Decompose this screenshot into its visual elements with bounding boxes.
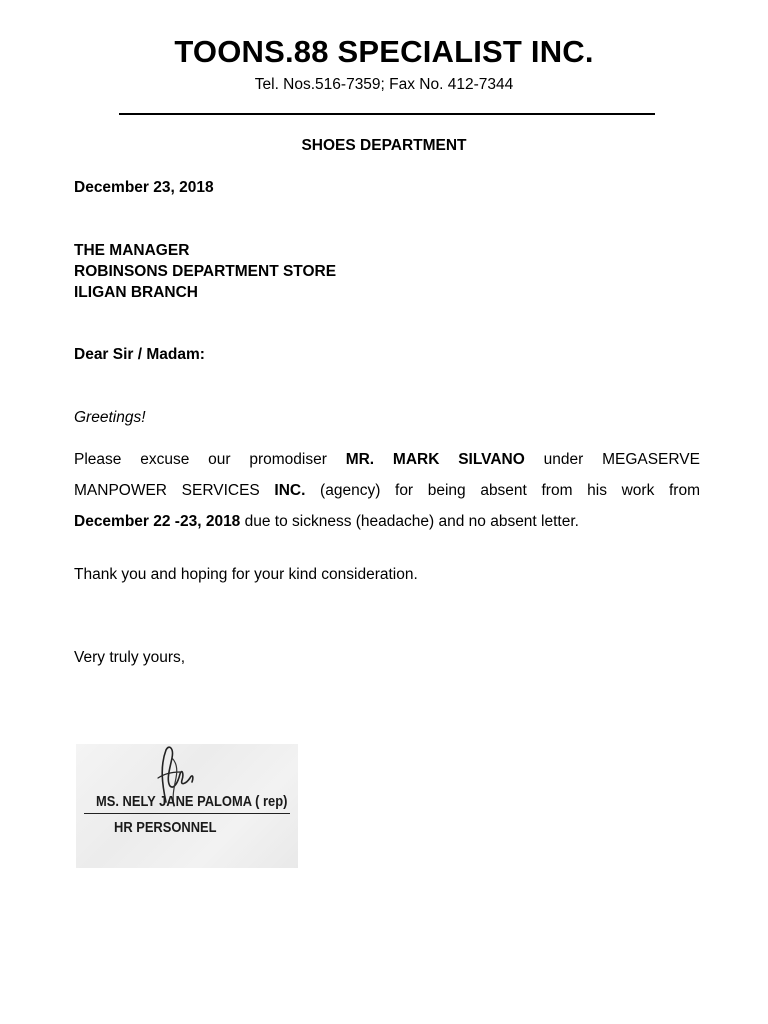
contact-line: Tel. Nos.516-7359; Fax No. 412-7344 [254, 76, 514, 93]
signatory-name: MS. NELY JANE PALOMA ( rep) [96, 793, 288, 810]
greeting: Greetings! [74, 409, 146, 426]
closing: Very truly yours, [74, 649, 186, 666]
body-text: Please excuse our promodiser [74, 451, 346, 468]
header-divider [119, 113, 655, 115]
thank-you-line: Thank you and hoping for your kind consideration. [74, 566, 418, 583]
body-text: due to sickness (headache) and no absent letter. [240, 513, 579, 530]
agency-suffix: INC. [274, 482, 306, 499]
recipient-line-1: THE MANAGER [74, 242, 190, 259]
body-line-2 [74, 482, 700, 500]
signature-block [76, 744, 298, 868]
letter-date: December 23, 2018 [74, 179, 214, 196]
salutation: Dear Sir / Madam: [74, 346, 205, 363]
body-text: (agency) for being absent from his work from [305, 482, 700, 499]
recipient-line-2: ROBINSONS DEPARTMENT STORE [74, 263, 337, 280]
recipient-line-3: ILIGAN BRANCH [74, 284, 198, 301]
signature-line [84, 813, 290, 814]
body-line-1 [74, 451, 700, 469]
absence-dates: December 22 -23, 2018 [74, 513, 241, 530]
body-text: under MEGASERVE [524, 451, 700, 468]
company-name: TOONS.88 SPECIALIST INC. [174, 34, 594, 69]
signatory-title: HR PERSONNEL [114, 819, 217, 836]
department-heading: SHOES DEPARTMENT [301, 137, 467, 154]
body-text: MANPOWER SERVICES [74, 482, 275, 499]
body-line-3 [74, 513, 579, 531]
promodiser-name: MR. MARK SILVANO [345, 451, 525, 468]
